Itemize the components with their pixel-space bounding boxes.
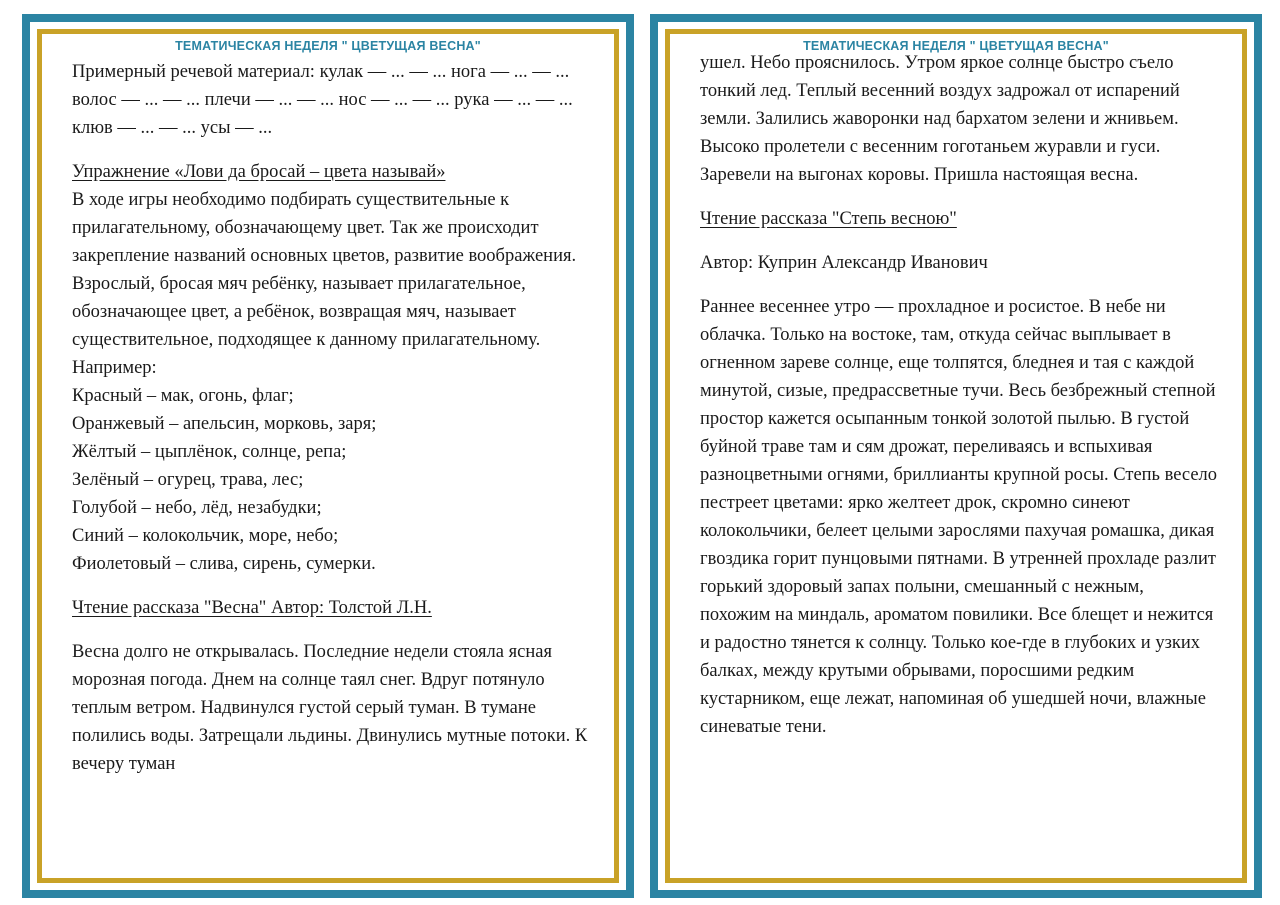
example-item: Жёлтый – цыплёнок, солнце, репа; (72, 442, 347, 462)
left-page-content (72, 58, 590, 778)
story-continuation-text: ушел. Небо прояснилось. Утром яркое солнце быстро съело тонкий лед. Теплый весенний воздух задрожал от испарений земли. Залились жаворонки над бархатом зелени и жнивьем. Высоко пролетели с весенним гоготаньем журавли и гуси. Заревели на выгонах коровы. Пришла настоящая весна. (700, 53, 1180, 185)
page-header-title: ТЕМАТИЧЕСКАЯ НЕДЕЛЯ " ЦВЕТУЩАЯ ВЕСНА" (803, 39, 1109, 53)
example-item: Зелёный – огурец, трава, лес; (72, 470, 304, 490)
reading-heading-vesna: Чтение рассказа "Весна" Автор: Толстой Л.Н. (72, 598, 432, 618)
example-item: Красный – мак, огонь, флаг; (72, 386, 294, 406)
left-page (22, 14, 634, 898)
right-page-content (700, 49, 1218, 741)
story-author: Автор: Куприн Александр Иванович (700, 253, 988, 273)
example-item: Оранжевый – апельсин, морковь, заря; (72, 414, 377, 434)
story-text-vesna: Весна долго не открывалась. Последние недели стояла ясная морозная погода. Днем на солнце таял снег. Вдруг потянуло теплым ветром. Надвинулся густой серый туман. В тумане полились воды. Затрещали льдины. Двинулись мутные потоки. К вечеру туман (72, 642, 588, 774)
right-page-frame (665, 29, 1247, 883)
right-page (650, 14, 1262, 898)
exercise-rules: Взрослый, бросая мяч ребёнку, называет прилагательное, обозначающее цвет, а ребёнок, возвращая мяч, называет существительное, подходящее к данному прилагательному. (72, 274, 541, 350)
story-text-step: Раннее весеннее утро — прохладное и росистое. В небе ни облачка. Только на востоке, там, откуда сейчас выплывает в огненном зареве солнце, еще толпятся, бледнея и тая с каждой минутой, сизые, предрассветные тучи. Весь безбрежный степной простор кажется осыпанным тонкой золотой пылью. В густой буйной траве там и сям дрожат, переливаясь и вспыхивая разноцветными огнями, бриллианты крупной росы. Степь весело пестреет цветами: ярко желтеет дрок, скромно синеют колокольчики, белеет целыми зарослями пахучая ромашка, дикая гвоздика горит пунцовыми пятнами. В утренней прохладе разлит горький здоровый запах полыни, смешанный с нежным, похожим на миндаль, ароматом повилики. Все блещет и нежится и радостно тянется к солнцу. Только кое-где в глубоких и узких балках, между крутыми обрывами, поросшими редким кустарником, еще лежат, напоминая об ушедшей ночи, влажные синеватые тени. (700, 297, 1218, 737)
example-item: Синий – колокольчик, море, небо; (72, 526, 339, 546)
exercise-heading: Упражнение «Лови да бросай – цвета называй» (72, 162, 446, 182)
exercise-description: В ходе игры необходимо подбирать существительные к прилагательному, обозначающему цвет. Так же происходит закрепление названий основных цветов, развитие воображения. (72, 190, 577, 266)
reading-heading-step: Чтение рассказа "Степь весною" (700, 209, 957, 229)
left-page-frame (37, 29, 619, 883)
example-item: Голубой – небо, лёд, незабудки; (72, 498, 322, 518)
speech-material-text: Примерный речевой материал: кулак — ... — ... нога — ... — ... волос — ... — ... плечи — ... — ... нос — ... — ... рука — ... — ... клюв — ... — ... усы — ... (72, 62, 573, 138)
page-header-title: ТЕМАТИЧЕСКАЯ НЕДЕЛЯ " ЦВЕТУЩАЯ ВЕСНА" (175, 39, 481, 53)
example-item: Фиолетовый – слива, сирень, сумерки. (72, 554, 376, 574)
example-label: Например: (72, 358, 157, 378)
